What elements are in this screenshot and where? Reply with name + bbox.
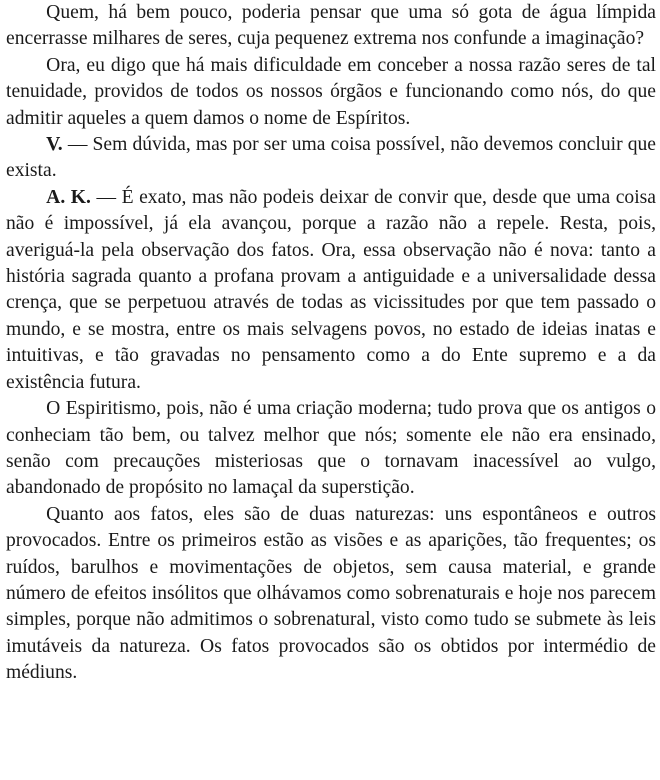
document-page (6, 0, 656, 687)
paragraph-text: Quanto aos fatos, eles são de duas naturezas: uns espontâneos e outros provocados. Entre os primeiros estão as visões e as aparições, tão frequentes; os ruídos, barulhos e movimentações de objetos, sem causa material, e grande número de efeitos insólitos que olhávamos como sobrenaturais e hoje nos parecem simples, porque não admitimos o sobrenatural, visto como tudo se submete às leis imutáveis da natureza. Os fatos provocados são os obtidos por intermédio de médiuns. (6, 503, 656, 684)
paragraph (6, 53, 656, 132)
paragraph (6, 185, 656, 396)
speaker-label: A. K. (46, 186, 91, 208)
speaker-label: V. (46, 134, 63, 156)
paragraph (6, 396, 656, 502)
paragraph-text: Ora, eu digo que há mais dificuldade em conceber a nossa razão seres de tal tenuidade, providos de todos os nossos órgãos e funcionando como nós, do que admitir aqueles a quem damos o nome de Espíritos. (6, 54, 656, 129)
paragraph (6, 502, 656, 687)
paragraph-text: — É exato, mas não podeis deixar de convir que, desde que uma coisa não é impossível, já ela avançou, porque a razão não a repele. Resta, pois, averiguá-la pela observação dos fatos. Ora, essa observação não é nova: tanto a história sagrada quanto a profana provam a antiguidade e a universalidade dessa crença, que se perpetuou através de todas as vicissitudes por que tem passado o mundo, e se mostra, entre os mais selvagens povos, no estado de ideias inatas e intuitivas, e tão gravadas no pensamento como a do Ente supremo e a da existência futura. (6, 186, 656, 393)
paragraph-text: — Sem dúvida, mas por ser uma coisa possível, não devemos concluir que exista. (6, 134, 656, 182)
paragraph (6, 132, 656, 185)
paragraph-text: O Espiritismo, pois, não é uma criação moderna; tudo prova que os antigos o conheciam tão bem, ou talvez melhor que nós; somente ele não era ensinado, senão com precauções misteriosas que o tornavam inacessível ao vulgo, abandonado de propósito no lamaçal da superstição. (6, 398, 656, 499)
paragraph-text: Quem, há bem pouco, poderia pensar que uma só gota de água límpida encerrasse milhares de seres, cuja pequenez extrema nos confunde a imaginação? (6, 2, 656, 50)
paragraph (6, 0, 656, 53)
